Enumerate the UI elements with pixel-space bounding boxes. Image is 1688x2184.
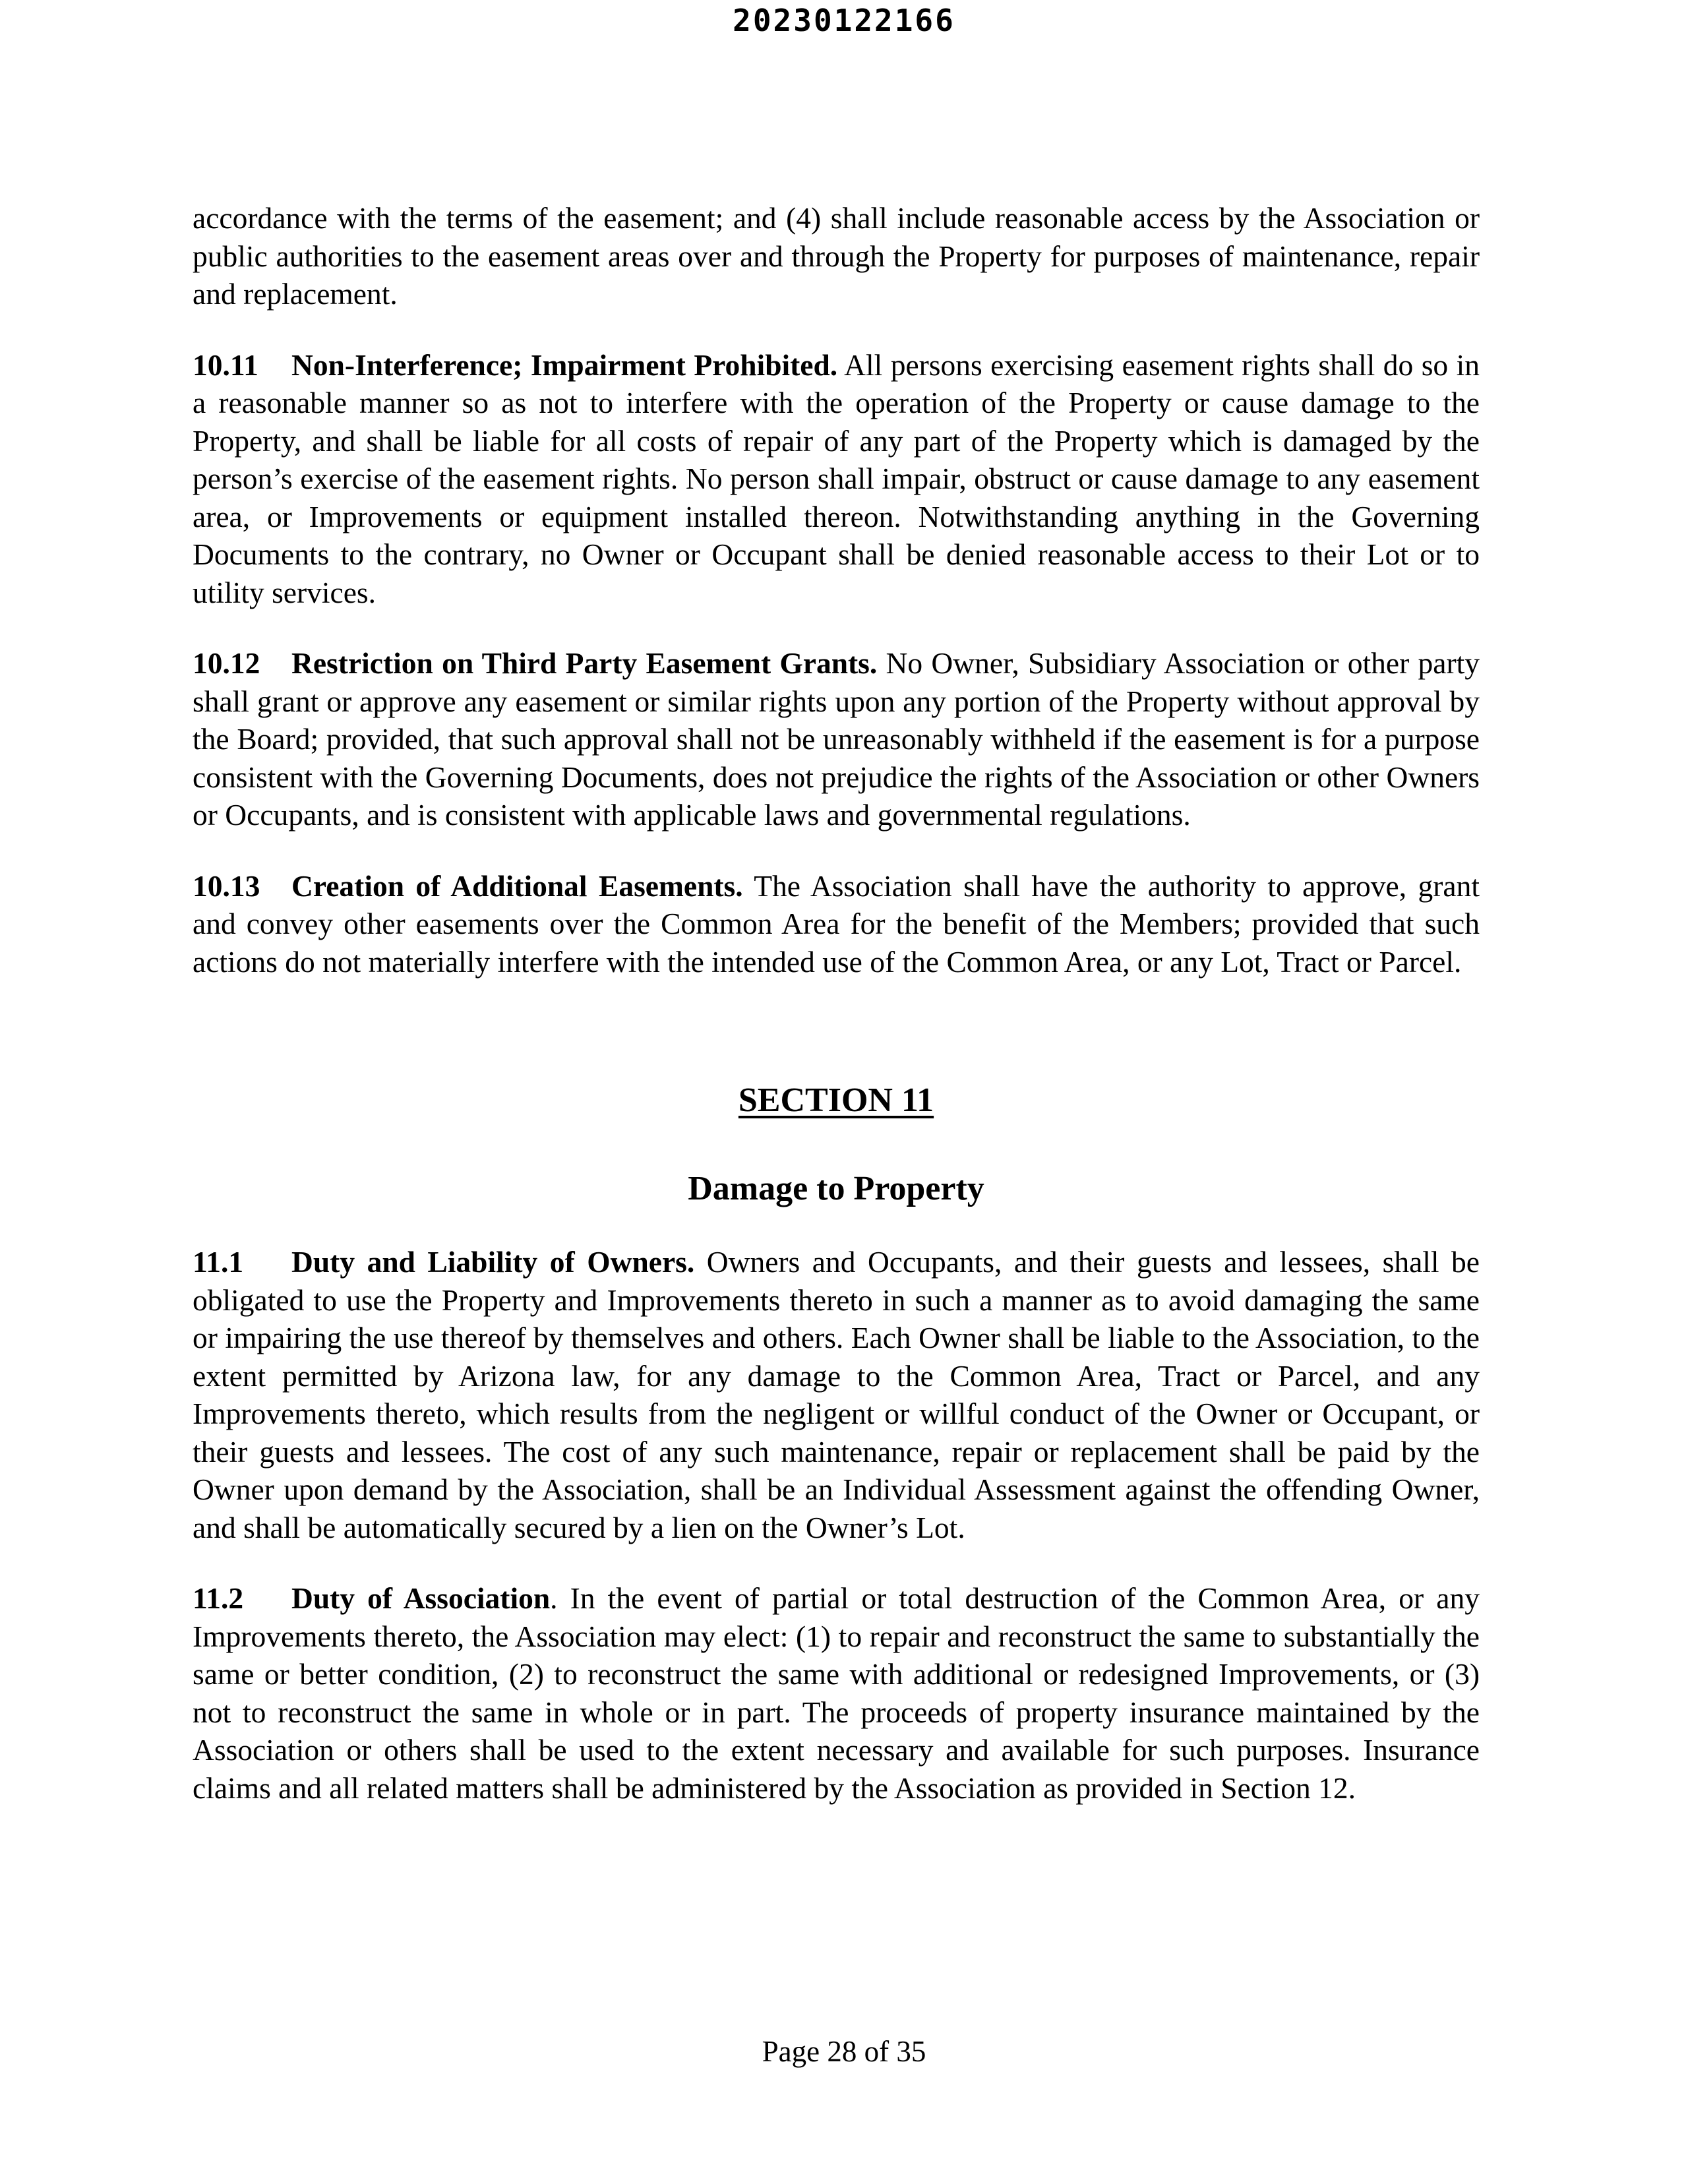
section-label: SECTION 11 xyxy=(738,1081,934,1119)
paragraph-number: 11.2 xyxy=(193,1581,244,1615)
paragraph-11-2 xyxy=(193,1579,1480,1807)
section-heading xyxy=(193,1079,1480,1122)
paragraph-text: Owners and Occupants, and their guests and lessees, shall be obligated to use the Property and Improvements thereto in such a manner as to avoid damaging the same or impairing the use thereof by themselves and others. Each Owner shall be liable to the Association, to the extent permitted by Arizona law, for any damage to the Common Area, Tract or Parcel, and any Improvements thereto, which results from the negligent or willful conduct of the Owner or Occupant, or their guests and lessees. The cost of any such maintenance, repair or replacement shall be paid by the Owner upon demand by the Association, shall be an Individual Assessment against the offending Owner, and shall be automatically secured by a lien on the Owner’s Lot. xyxy=(193,1245,1480,1544)
paragraph-heading: Duty of Association xyxy=(291,1581,551,1615)
paragraph-number: 10.13 xyxy=(193,868,260,903)
recording-number: 20230122166 xyxy=(733,3,955,38)
paragraph-number: 10.12 xyxy=(193,646,260,680)
paragraph-heading: Duty and Liability of Owners. xyxy=(291,1245,695,1279)
paragraph-10-12 xyxy=(193,644,1480,834)
paragraph-heading: Creation of Additional Easements. xyxy=(291,868,743,903)
paragraph-text: All persons exercising easement rights shall do so in a reasonable manner so as not to interfere with the operation of the Property or cause damage to the Property, and shall be liable for all costs of repair of any part of the Property which is damaged by the person’s exercise of the easement rights. No person shall impair, obstruct or cause damage to any easement area, or Improvements or equipment installed thereon. Notwithstanding anything in the Governing Documents to the contrary, no Owner or Occupant shall be denied reasonable access to their Lot or to utility services. xyxy=(193,348,1480,609)
document-body xyxy=(193,199,1480,1840)
paragraph-11-1 xyxy=(193,1243,1480,1546)
paragraph-text: No Owner, Subsidiary Association or other party shall grant or approve any easement or similar rights upon any portion of the Property without approval by the Board; provided, that such approval shall not be unreasonably withheld if the easement is for a purpose consistent with the Governing Documents, does not prejudice the rights of the Association or other Owners or Occupants, and is consistent with applicable laws and governmental regulations. xyxy=(193,646,1480,832)
paragraph-continuation: accordance with the terms of the easement; and (4) shall include reasonable access by the Association or public authorities to the easement areas over and through the Property for purposes of maintenance, repair and replacement. xyxy=(193,201,1480,311)
paragraph-10-13 xyxy=(193,867,1480,981)
paragraph-text: The Association shall have the authority to approve, grant and convey other easements over the Common Area for the benefit of the Members; provided that such actions do not materially interfere with the intended use of the Common Area, or any Lot, Tract or Parcel. xyxy=(193,868,1480,979)
paragraph-heading: Non-Interference; Impairment Prohibited. xyxy=(291,348,838,382)
paragraph-number: 10.11 xyxy=(193,348,258,382)
page-number: Page 28 of 35 xyxy=(762,2035,926,2068)
paragraph-10-11 xyxy=(193,346,1480,612)
paragraph-number: 11.1 xyxy=(193,1245,244,1279)
paragraph-heading: Restriction on Third Party Easement Grants. xyxy=(291,646,878,680)
section-title: Damage to Property xyxy=(688,1170,984,1207)
paragraph-text: . In the event of partial or total destruction of the Common Area, or any Improvements thereto, the Association may elect: (1) to repair and reconstruct the same to substantially the same or better condition, (2) to reconstruct the same with additional or redesigned Improvements, or (3) not to reconstruct the same in whole or in part. The proceeds of property insurance maintained by the Association or others shall be used to the extent necessary and available for such purposes. Insurance claims and all related matters shall be administered by the Association as provided in Section 12. xyxy=(193,1581,1480,1805)
